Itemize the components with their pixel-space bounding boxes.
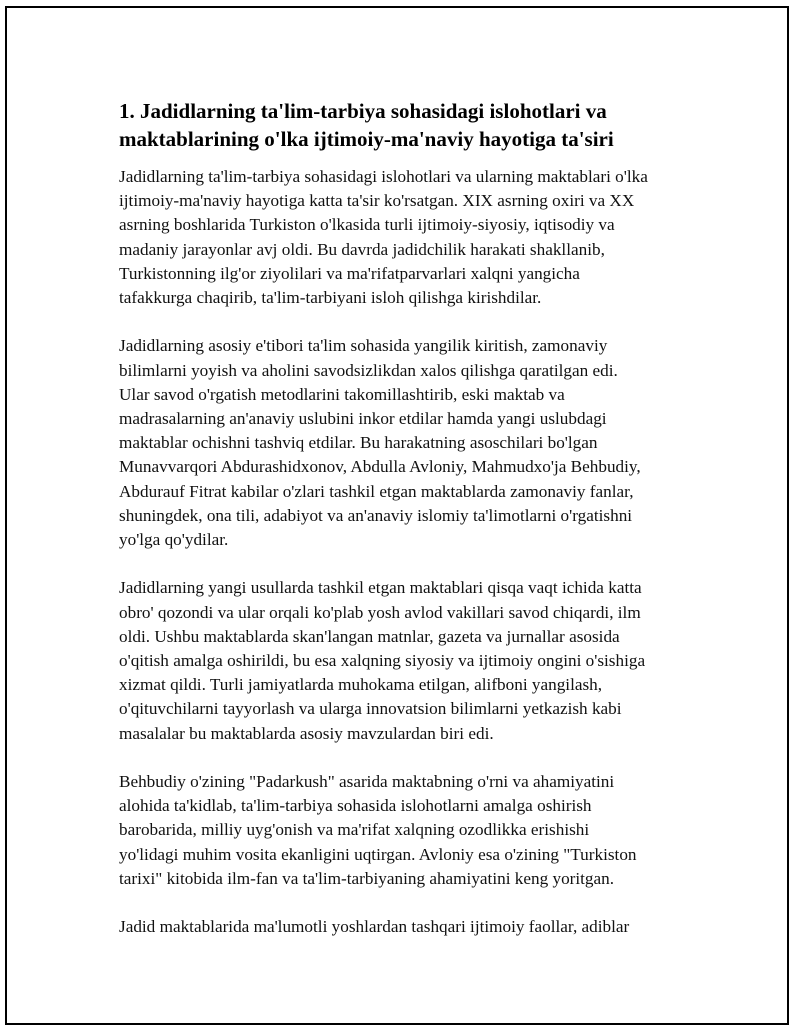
paragraph-3: Jadidlarning yangi usullarda tashkil etgan maktablari qisqa vaqt ichida katta obro' qozondi va ular orqali ko'plab yosh avlod vakillari savod chiqardi, ilm oldi. Ushbu maktablarda skan'langan matnlar, gazeta va jurnallar asosida o'qitish amalga oshirildi, bu esa xalqning siyosiy va ijtimoiy ongini o'sishiga xizmat qildi. Turli jamiyatlarda muhokama etilgan, alifboni yangilash, o'qituvchilarni tayyorlash va ularga innovatsion bilimlarni yetkazish kabi masalalar bu maktablarda asosiy mavzulardan biri edi. (119, 578, 646, 743)
paragraph-2: Jadidlarning asosiy e'tibori ta'lim sohasida yangilik kiritish, zamonaviy bilimlarni yoyish va aholini savodsizlikdan xalos qilishga qaratilgan edi. Ular savod o'rgatish metodlarini takomillashtirib, eski maktab va madrasalarning an'anaviy uslubini inkor etdilar hamda yangi uslubdagi maktablar ochishni tashviq etdilar. Bu harakatning asoschilari bo'lgan Munavvarqori Abdurashidxonov, Abdulla Avloniy, Mahmudxo'ja Behbudiy, Abdurauf Fitrat kabilar o'zlari tashkil etgan maktablarda zamonaviy fanlar, shuningdek, ona tili, adabiyot va an'anaviy islomiy ta'limotlarni o'rgatishni yo'lga qo'ydilar. (119, 336, 641, 550)
paragraph-5: Jadid maktablarida ma'lumotli yoshlardan tashqari ijtimoiy faollar, adiblar (119, 917, 630, 937)
section-title: 1. Jadidlarning ta'lim-tarbiya sohasidagi islohotlari va maktablarining o'lka ijtimoiy-ma'naviy hayotiga ta'siri (119, 99, 614, 151)
document-content (119, 97, 709, 964)
paragraph-1: Jadidlarning ta'lim-tarbiya sohasidagi islohotlari va ularning maktablari o'lka ijtimoiy-ma'naviy hayotiga katta ta'sir ko'rsatgan. XIX asrning oxiri va XX asrning boshlarida Turkiston o'lkasida turli ijtimoiy-siyosiy, iqtisodiy va madaniy jarayonlar avj oldi. Bu davrda jadidchilik harakati shakllanib, Turkistonning ilg'or ziyolilari va ma'rifatparvarlari xalqni yangicha tafakkurga chaqirib, ta'lim-tarbiyani isloh qilishga kirishdilar. (119, 167, 648, 308)
document-page (5, 6, 789, 1025)
paragraph-4: Behbudiy o'zining "Padarkush" asarida maktabning o'rni va ahamiyatini alohida ta'kidlab, ta'lim-tarbiya sohasida islohotlarni amalga oshirish barobarida, milliy uyg'onish va ma'rifat xalqning ozodlikka erishishi yo'lidagi muhim vosita ekanligini uqtirgan. Avloniy esa o'zining "Turkiston tarixi" kitobida ilm-fan va ta'lim-tarbiyaning ahamiyatini keng yoritgan. (119, 772, 637, 888)
